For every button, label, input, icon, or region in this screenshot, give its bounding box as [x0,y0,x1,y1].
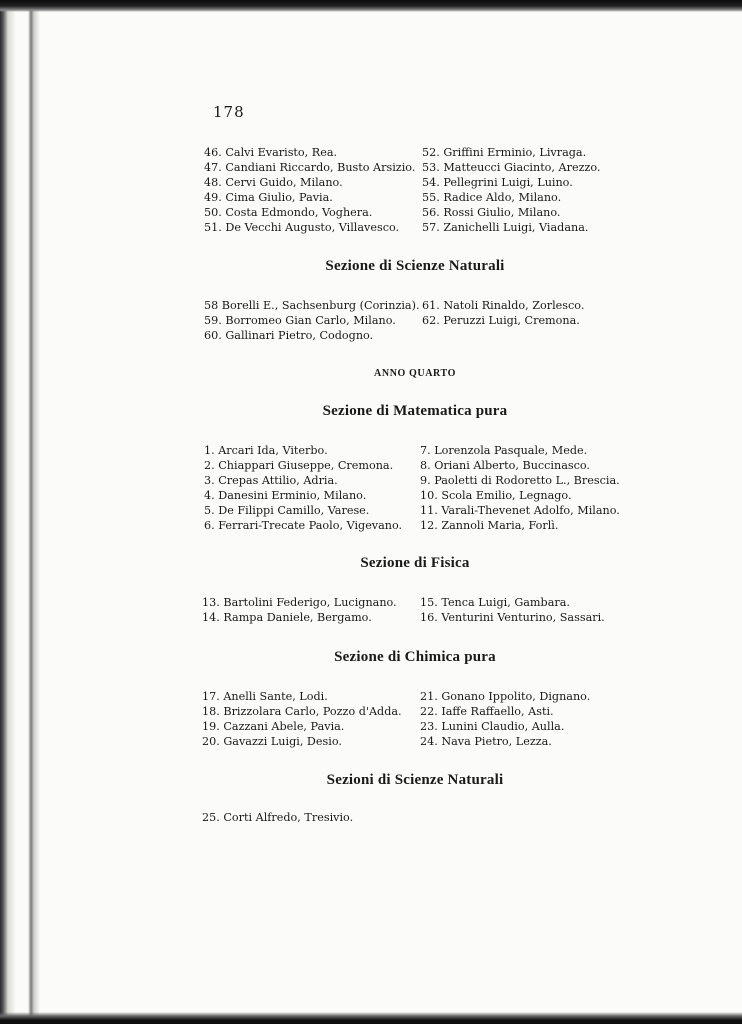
list-item: 57. Zanichelli Luigi, Viadana. [422,221,589,234]
scienze-naturali-list-left [204,298,420,343]
list-item: 11. Varali-Thevenet Adolfo, Milano. [420,504,620,517]
fisica-list-right [420,595,605,625]
year-heading: ANNO QUARTO [374,368,456,379]
list-item: 14. Rampa Daniele, Bergamo. [202,611,372,624]
scienze-naturali-quarto-list [202,810,353,825]
list-item: 8. Oriani Alberto, Buccinasco. [420,459,590,472]
list-item: 56. Rossi Giulio, Milano. [422,206,561,219]
list-item: 24. Nava Pietro, Lezza. [420,735,552,748]
list-item: 21. Gonano Ippolito, Dignano. [420,690,591,703]
list-item: 23. Lunini Claudio, Aulla. [420,720,565,733]
list-item: 3. Crepas Attilio, Adria. [204,474,338,487]
section-title-matematica: Sezione di Matematica pura [322,403,508,419]
chimica-list-right [420,689,590,749]
page-binding-edge [0,0,44,1024]
scan-top-border [0,0,742,12]
list-item: 53. Matteucci Giacinto, Arezzo. [422,161,601,174]
list-item: 13. Bartolini Federigo, Lucignano. [202,596,397,609]
list-item: 4. Danesini Erminio, Milano. [204,489,367,502]
list-item: 51. De Vecchi Augusto, Villavesco. [204,221,400,234]
list-item: 12. Zannoli Maria, Forlì. [420,519,559,532]
section-title-chimica: Sezione di Chimica pura [334,649,496,665]
page-number: 178 [213,103,245,121]
matematica-list-right [420,443,620,533]
list-item: 60. Gallinari Pietro, Codogno. [204,329,374,342]
section-title-scienze-naturali: Sezione di Scienze Naturali [325,258,505,274]
list-item: 19. Cazzani Abele, Pavia. [202,720,345,733]
list-item: 2. Chiappari Giuseppe, Cremona. [204,459,394,472]
continuation-list-left [204,145,415,235]
chimica-list-left [202,689,402,749]
list-item: 10. Scola Emilio, Legnago. [420,489,572,502]
list-item: 1. Arcari Ida, Viterbo. [204,444,328,457]
list-item: 18. Brizzolara Carlo, Pozzo d'Adda. [202,705,402,718]
section-title-scienze-naturali-quarto: Sezioni di Scienze Naturali [326,772,504,788]
scienze-naturali-list-right [422,298,584,328]
list-item: 25. Corti Alfredo, Tresivio. [202,811,354,824]
list-item: 5. De Filippi Camillo, Varese. [204,504,370,517]
matematica-list-left [204,443,402,533]
list-item: 48. Cervi Guido, Milano. [204,176,343,189]
list-item: 58 Borelli E., Sachsenburg (Corinzia). [204,299,420,312]
list-item: 22. Iaffe Raffaello, Asti. [420,705,554,718]
list-item: 17. Anelli Sante, Lodi. [202,690,328,703]
list-item: 61. Natoli Rinaldo, Zorlesco. [422,299,585,312]
list-item: 46. Calvi Evaristo, Rea. [204,146,338,159]
list-item: 54. Pellegrini Luigi, Luino. [422,176,573,189]
list-item: 15. Tenca Luigi, Gambara. [420,596,570,609]
list-item: 9. Paoletti di Rodoretto L., Brescia. [420,474,620,487]
list-item: 55. Radice Aldo, Milano. [422,191,562,204]
list-item: 16. Venturini Venturino, Sassari. [420,611,605,624]
section-title-fisica: Sezione di Fisica [360,555,470,571]
list-item: 62. Peruzzi Luigi, Cremona. [422,314,580,327]
continuation-list-right [422,145,600,235]
list-item: 6. Ferrari-Trecate Paolo, Vigevano. [204,519,403,532]
list-item: 47. Candiani Riccardo, Busto Arsizio. [204,161,416,174]
list-item: 59. Borromeo Gian Carlo, Milano. [204,314,396,327]
list-item: 50. Costa Edmondo, Voghera. [204,206,373,219]
list-item: 52. Griffini Erminio, Livraga. [422,146,587,159]
list-item: 20. Gavazzi Luigi, Desio. [202,735,342,748]
list-item: 49. Cima Giulio, Pavia. [204,191,333,204]
scan-bottom-border [0,1012,742,1024]
list-item: 7. Lorenzola Pasquale, Mede. [420,444,588,457]
fisica-list-left [202,595,397,625]
